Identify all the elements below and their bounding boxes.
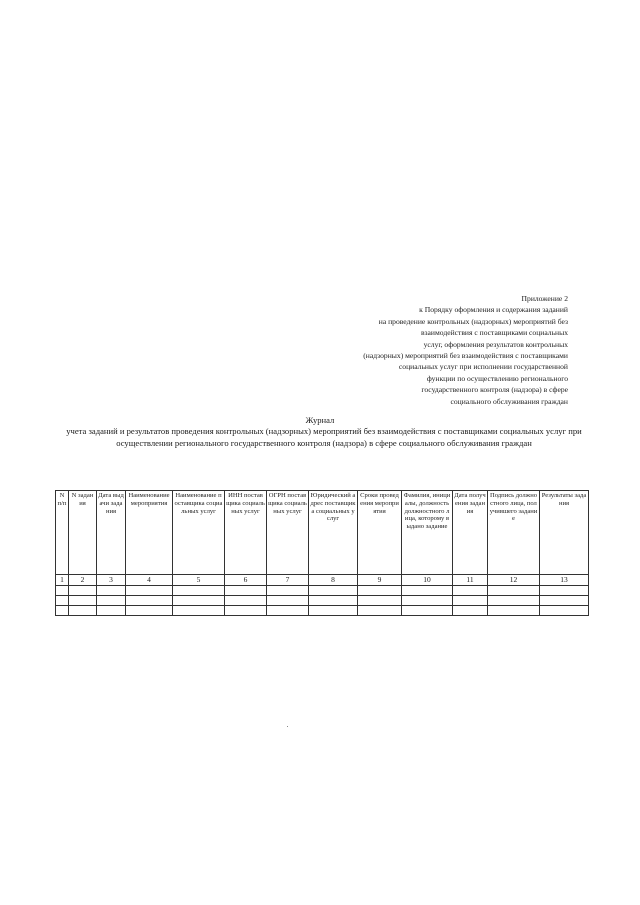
table-cell (173, 586, 225, 596)
table-cell (56, 596, 69, 606)
table-row (56, 596, 589, 606)
annex-line: услуг, оформления результатов контрольных (423, 339, 568, 349)
annex-line: (надзорных) мероприятий без взаимодействия с поставщиками (363, 351, 568, 361)
table-cell (126, 596, 173, 606)
annex-line: социального обслуживания граждан (450, 396, 568, 406)
column-number: 10 (402, 575, 453, 586)
table-cell (540, 596, 589, 606)
table-cell (488, 586, 540, 596)
scan-speck (287, 726, 288, 727)
column-number: 6 (225, 575, 267, 586)
column-header: Наименование поставщика социальных услуг (173, 491, 225, 575)
table-cell (173, 606, 225, 616)
table-cell (453, 586, 488, 596)
table-cell (358, 596, 402, 606)
annex-block (308, 293, 568, 407)
registry-table (55, 490, 589, 616)
table-cell (453, 606, 488, 616)
table-cell (126, 586, 173, 596)
annex-line: функции по осуществлению регионального (426, 373, 568, 383)
journal-subtitle: учета заданий и результатов проведения контрольных (надзорных) мероприятий без взаимодействия с поставщиками социальных услуг при осуществлении регионального государственного контроля (надзора) в сфере социального обслуживания граждан (66, 426, 582, 448)
table-cell (56, 586, 69, 596)
table-cell (225, 596, 267, 606)
column-number: 9 (358, 575, 402, 586)
column-header: Дата получения задания (453, 491, 488, 575)
annex-line: взаимодействия с поставщиками социальных (420, 328, 568, 338)
column-header: Дата выдачи задания (97, 491, 126, 575)
column-number: 11 (453, 575, 488, 586)
table-cell (488, 606, 540, 616)
table-cell (488, 596, 540, 606)
table-cell (309, 606, 358, 616)
table-cell (173, 596, 225, 606)
annex-line: к Порядку оформления и содержания заданий (419, 305, 568, 315)
column-header: Результаты задания (540, 491, 589, 575)
column-number: 4 (126, 575, 173, 586)
column-number: 8 (309, 575, 358, 586)
column-number: 3 (97, 575, 126, 586)
annex-line: государственного контроля (надзора) в сфере (421, 385, 568, 395)
column-header: ОГРН поставщика социальных услуг (267, 491, 309, 575)
column-header: Сроки проведения мероприятия (358, 491, 402, 575)
table-cell (267, 596, 309, 606)
column-number: 1 (56, 575, 69, 586)
table-cell (69, 596, 97, 606)
column-number: 13 (540, 575, 589, 586)
table-row (56, 606, 589, 616)
empty-rows-group (56, 586, 589, 616)
annex-line: социальных услуг при исполнении государственной (398, 362, 568, 372)
column-number-row (56, 575, 589, 586)
table-cell (358, 606, 402, 616)
annex-line: Приложение 2 (521, 294, 568, 303)
annex-line: на проведение контрольных (надзорных) мероприятий без (378, 316, 568, 326)
table-cell (309, 596, 358, 606)
table-cell (540, 586, 589, 596)
table-cell (97, 606, 126, 616)
column-number: 7 (267, 575, 309, 586)
column-header: Подпись должностного лица, получившего задание (488, 491, 540, 575)
table-cell (97, 586, 126, 596)
table-cell (56, 606, 69, 616)
header-row (56, 491, 589, 575)
column-header: Наименование мероприятия (126, 491, 173, 575)
column-number: 2 (69, 575, 97, 586)
table-cell (225, 586, 267, 596)
column-header: ИНН поставщика социальных услуг (225, 491, 267, 575)
table-cell (402, 586, 453, 596)
table-cell (267, 606, 309, 616)
table-cell (225, 606, 267, 616)
column-header: N п/п (56, 491, 69, 575)
table-cell (453, 596, 488, 606)
journal-title: Журнал (305, 415, 335, 425)
column-number: 12 (488, 575, 540, 586)
table-cell (97, 596, 126, 606)
column-number: 5 (173, 575, 225, 586)
table-cell (267, 586, 309, 596)
table-cell (358, 586, 402, 596)
table-cell (69, 586, 97, 596)
table-cell (309, 586, 358, 596)
column-header: Юридический адрес поставщика социальных услуг (309, 491, 358, 575)
table-cell (126, 606, 173, 616)
table-cell (540, 606, 589, 616)
table-cell (69, 606, 97, 616)
table-cell (402, 606, 453, 616)
table-cell (402, 596, 453, 606)
column-header: N задания (69, 491, 97, 575)
table-row (56, 586, 589, 596)
column-header: Фамилия, инициалы, должность должностного лица, которому выдано задание (402, 491, 453, 575)
